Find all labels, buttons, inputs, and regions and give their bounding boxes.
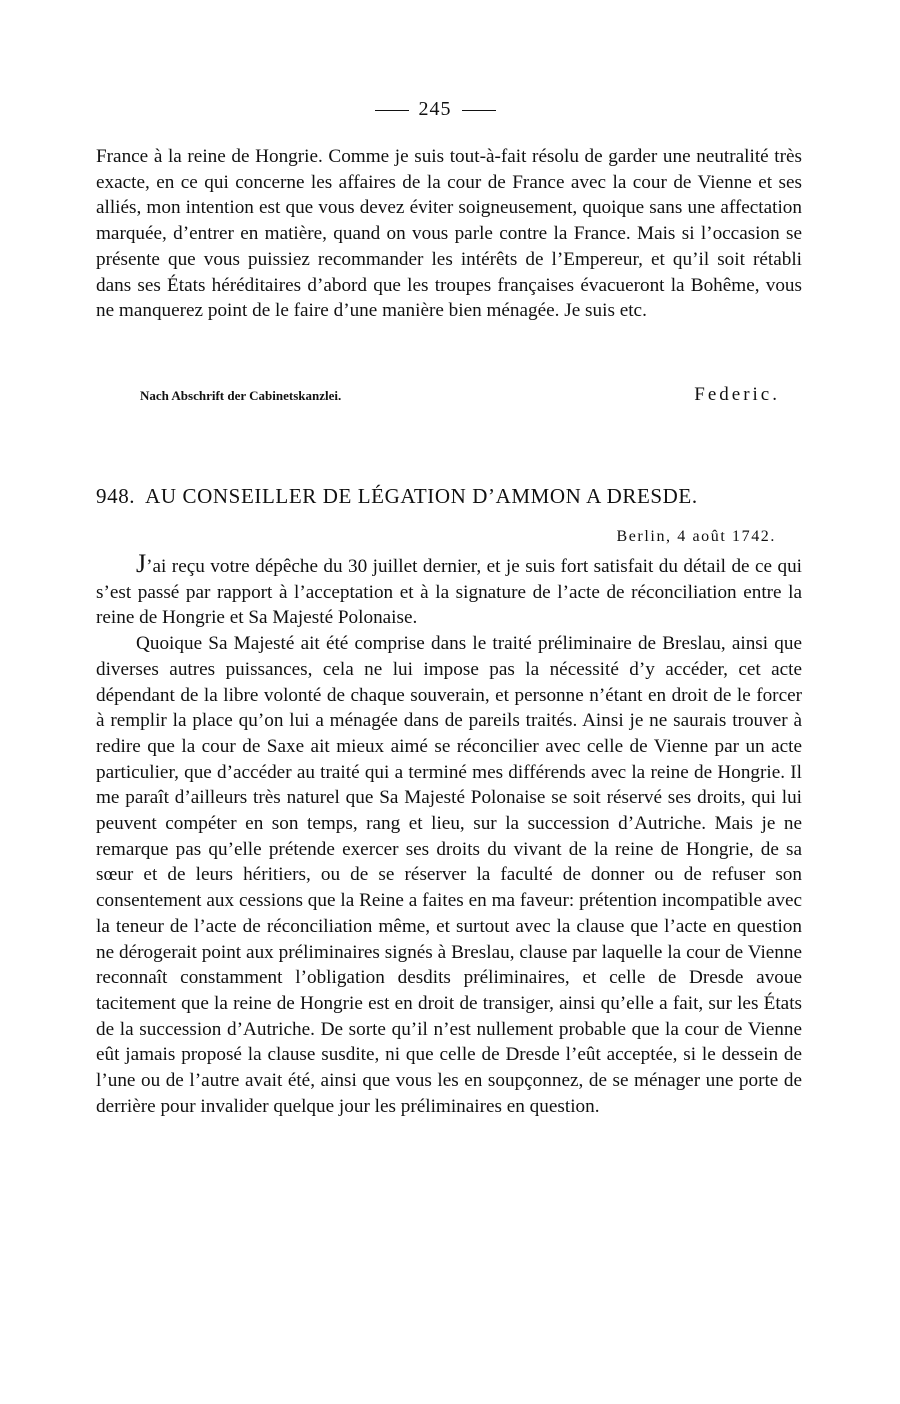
paragraph-1-text: ’ai reçu votre dépêche du 30 juillet dernier, et je suis fort satisfait du détail de ce qui s’est passé par rapport à l’acceptation et à la signature de l’acte de réconciliation entre la reine de Hongrie et Sa Majesté Polonaise. — [96, 556, 802, 629]
letter-heading — [96, 484, 806, 509]
previous-letter-ending — [96, 144, 802, 324]
letter-number: 948. — [96, 484, 136, 508]
dateline: Berlin, 4 août 1742. — [616, 528, 776, 545]
initial-letter: J — [136, 549, 147, 578]
left-rule — [375, 110, 409, 111]
right-rule — [462, 110, 496, 111]
previous-letter-paragraph: France à la reine de Hongrie. Comme je suis tout-à-fait résolu de garder une neutralité très exacte, en ce qui concerne les affaires de la cour de France avec la cour de Vienne et ses alliés, mon intention est que vous devez éviter soigneusement, quoique sans une affectation marquée, d’entrer en matière, quand on vous parle contre la France. Mais si l’occasion se présente que vous puissiez recommander les intérêts de l’Empereur, et qu’il soit rétabli dans ses États héréditaires d’abord que les troupes françaises évacueront la Bohême, vous ne manquerez point de le faire d’une manière bien ménagée. Je suis etc. — [96, 146, 802, 322]
letter-paragraph-1 — [96, 549, 802, 631]
letter-body — [96, 549, 802, 1119]
signature: Federic. — [694, 384, 780, 405]
source-note: Nach Abschrift der Cabinetskanzlei. — [140, 388, 342, 403]
page-number-header — [0, 98, 870, 121]
page-number: 245 — [418, 98, 452, 120]
letter-title: AU CONSEILLER DE LÉGATION D’AMMON A DRESDE. — [145, 484, 698, 508]
letter-paragraph-2: Quoique Sa Majesté ait été comprise dans le traité préliminaire de Breslau, ainsi que diverses autres puissances, cela ne lui impose pas la nécessité d’y accéder, cet acte dépendant de la libre volonté de chaque souverain, et personne n’étant en droit de le forcer à remplir la place qu’on lui a ménagée dans de pareils traités. Ainsi je ne saurais trouver à redire que la cour de Saxe ait mieux aimé se réconcilier avec celle de Vienne par un acte particulier, que d’accéder au traité qui a terminé mes différends avec la reine de Hongrie. Il me paraît d’ailleurs très naturel que Sa Majesté Polonaise se soit réservé ses droits, qui lui peuvent compéter en son temps, rang et lieu, sur la succession d’Autriche. Mais je ne remarque pas qu’elle prétende exercer ses droits du vivant de la reine de Hongrie, de sa sœur et de leurs héritiers, ou de se réserver la faculté de donner ou de refuser son consentement aux cessions que la Reine a faites en ma faveur: prétention incompatible avec la teneur de l’acte de réconciliation même, et surtout avec la clause que l’acte en question ne dérogerait point aux préliminaires signés à Breslau, clause par laquelle la cour de Vienne reconnaît constamment l’obligation desdits préliminaires, et celle de Dresde avoue tacitement que la reine de Hongrie est en droit de transiger, ainsi qu’elle a fait, sur les États de la succession d’Autriche. De sorte qu’il n’est nullement probable que la cour de Vienne eût jamais proposé la clause susdite, ni que celle de Dresde l’eût acceptée, si le dessein de l’une ou de l’autre avait été, ainsi que vous les en soupçonnez, de se ménager une porte de derrière pour invalider quelque jour les préliminaires en question. — [96, 633, 802, 1117]
